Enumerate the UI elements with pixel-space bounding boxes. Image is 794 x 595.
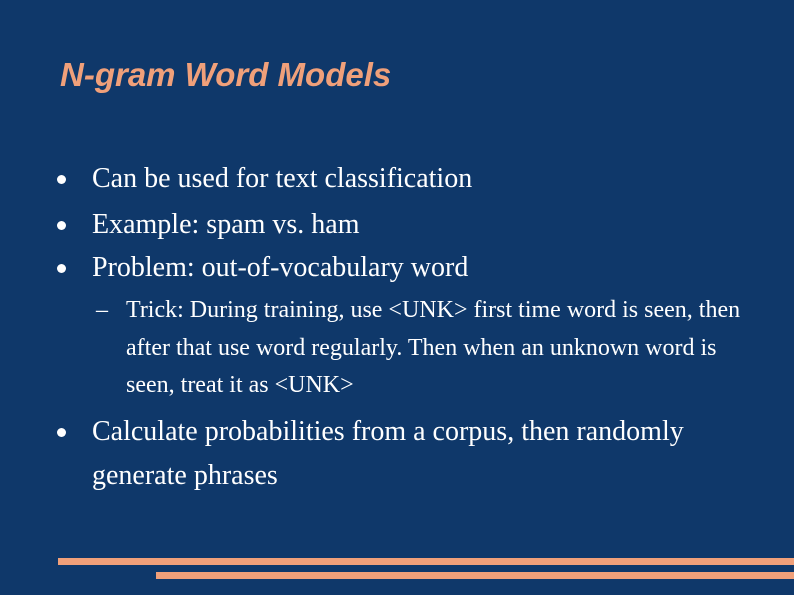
accent-rule-bottom	[156, 572, 794, 579]
bullet-icon	[57, 221, 66, 230]
bullet-item	[92, 157, 472, 201]
bullet-icon	[57, 175, 66, 184]
slide-title: N-gram Word Models	[60, 56, 392, 93]
bullet-text: Example: spam vs. ham	[92, 209, 360, 240]
sub-bullet-text: Trick: During training, use <UNK> first time word is seen, then after that use word regularly. Then when an unknown word is seen, treat it as <UNK>	[126, 297, 741, 398]
bullet-text: Calculate probabilities from a corpus, then randomly generate phrases	[92, 416, 684, 491]
bullet-icon	[57, 428, 66, 437]
bullet-text: Problem: out-of-vocabulary word	[92, 252, 469, 283]
bullet-item	[92, 410, 692, 498]
bullet-item	[92, 246, 468, 290]
dash-icon: –	[96, 297, 108, 323]
bullet-item	[92, 203, 360, 247]
bullet-icon	[57, 264, 66, 273]
bullet-text: Can be used for text classification	[92, 163, 473, 194]
accent-rule-top	[58, 558, 794, 565]
sub-bullet-item	[96, 292, 746, 405]
